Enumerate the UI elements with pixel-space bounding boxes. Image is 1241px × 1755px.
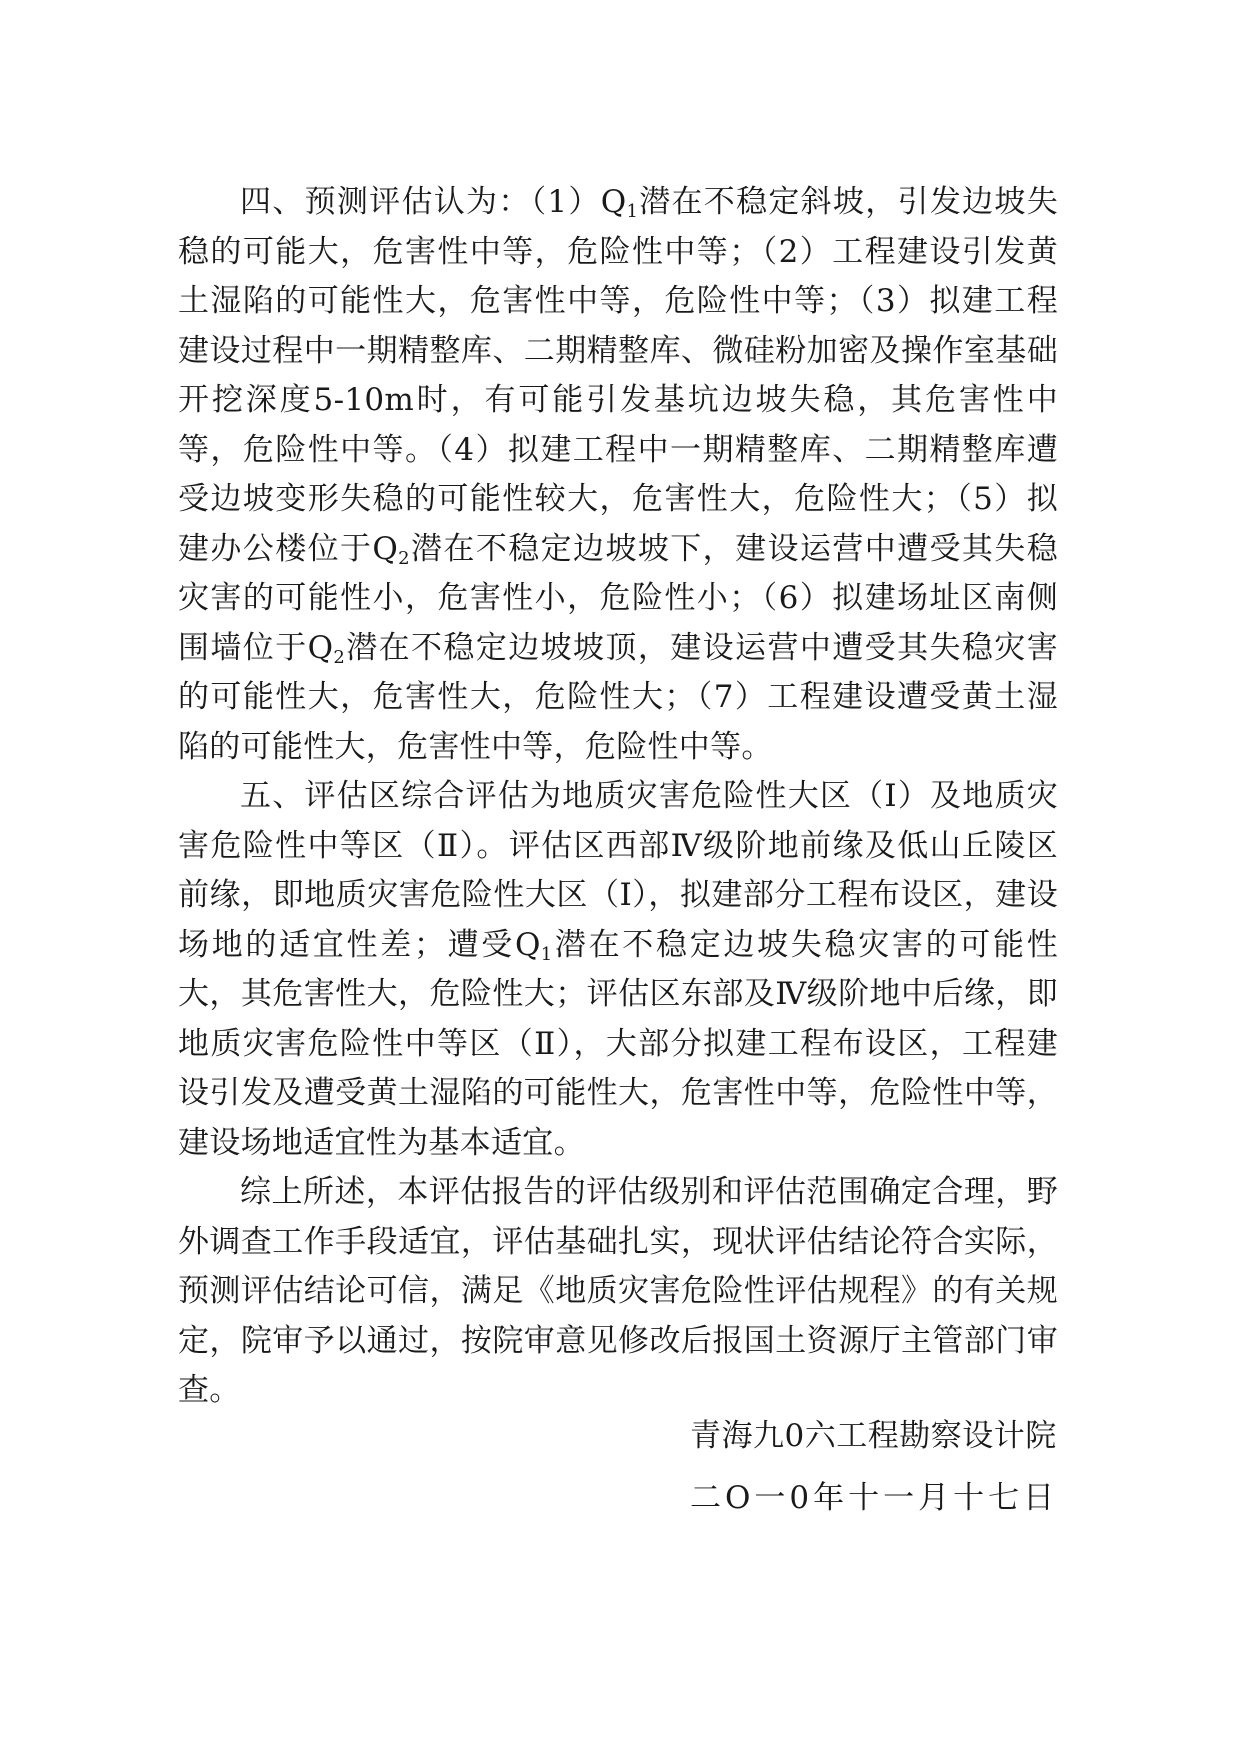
- document-body: [178, 178, 1058, 1416]
- text-segment: 五、评估区综合评估为地质灾害危险性大区（Ⅰ）及地质灾害危险性中等区（Ⅱ）。评估区西部Ⅳ级阶地前缘及低山丘陵区前缘，即地质灾害危险性大区（Ⅰ），拟建部分工程布设区，建设场地的适宜性差；遭受Q: [178, 778, 1058, 963]
- signature-organization: 青海九0六工程勘察设计院: [690, 1418, 1057, 1454]
- subscript: 2: [333, 646, 346, 668]
- text-segment: 潜在不稳定斜坡，引发边坡失稳的可能大，危害性中等，危险性中等；（2）工程建设引发黄土湿陷的可能性大，危害性中等，危险性中等；（3）拟建工程建设过程中一期精整库、二期精整库、微硅粉加密及操作室基础开挖深度5-10m时，有可能引发基坑边坡失稳，其危害性中等，危险性中等。（4）拟建工程中一期精整库、二期精整库遭受边坡变形失稳的可能性较大，危害性大，危险性大；（5）拟建办公楼位于Q: [178, 184, 1058, 567]
- text-segment: 潜在不稳定边坡失稳灾害的可能性大，其危害性大，危险性大；评估区东部及Ⅳ级阶地中后缘，即地质灾害危险性中等区（Ⅱ），大部分拟建工程布设区，工程建设引发及遭受黄土湿陷的可能性大，危害性中等，危险性中等，建设场地适宜性为基本适宜。: [178, 926, 1059, 1161]
- text-segment: 潜在不稳定边坡坡顶，建设运营中遭受其失稳灾害的可能性大，危害性大，危险性大；（7）工程建设遭受黄土湿陷的可能性大，危害性中等，危险性中等。: [178, 629, 1058, 765]
- text-segment: 潜在不稳定边坡坡下，建设运营中遭受其失稳灾害的可能性小，危害性小，危险性小；（6）拟建场址区南侧围墙位于Q: [178, 530, 1059, 666]
- paragraph-prediction-assessment: [178, 178, 1058, 772]
- subscript: 1: [540, 943, 553, 965]
- text-segment: 四、预测评估认为：（1）Q: [240, 184, 627, 220]
- subscript: 1: [626, 201, 639, 222]
- subscript: 2: [398, 547, 410, 569]
- signature-date: 二O一0年十一月十七日: [690, 1480, 1059, 1516]
- text-segment: 综上所述，本评估报告的评估级别和评估范围确定合理，野外调查工作手段适宜，评估基础扎实，现状评估结论符合实际，预测评估结论可信，满足《地质灾害危险性评估规程》的有关规定，院审予以通过，按院审意见修改后报国土资源厅主管部门审查。: [178, 1174, 1058, 1408]
- paragraph-conclusion: [178, 1168, 1058, 1416]
- signature-block: [690, 1405, 1090, 1529]
- paragraph-comprehensive-assessment: [178, 772, 1058, 1168]
